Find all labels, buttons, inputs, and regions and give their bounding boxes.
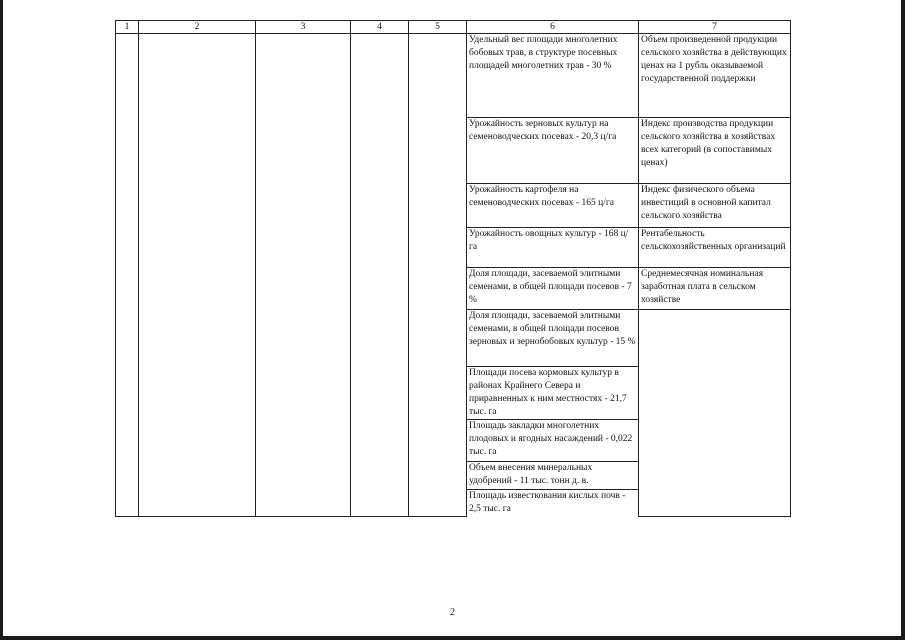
column-number-5: 5 — [409, 21, 467, 34]
column-number-1: 1 — [116, 21, 139, 34]
merged-cell-col-2 — [139, 34, 256, 517]
scan-border-bottom — [0, 636, 905, 640]
performance-indicator-cell: Индекс производства продукции сельского хозяйства в хозяйствах всех категорий (в сопоставимых ценах) — [639, 118, 791, 184]
merged-cell-col-4 — [351, 34, 409, 517]
performance-indicator-cell: Среднемесячная номинальная заработная плата в сельском хозяйстве — [639, 268, 791, 310]
merged-cell-col-5 — [409, 34, 467, 517]
column-number-3: 3 — [256, 21, 351, 34]
target-indicator-cell: Площадь известкования кислых почв - 2,5 тыс. га — [467, 490, 639, 517]
target-indicator-cell: Площади посева кормовых культур в районах Крайнего Севера и приравненных к ним местностях - 21,7 тыс. га — [467, 367, 639, 420]
column-number-row — [116, 21, 791, 34]
indicators-table — [115, 20, 791, 517]
target-indicator-cell: Урожайность овощных культур - 168 ц/га — [467, 228, 639, 268]
merged-cell-col-1 — [116, 34, 139, 517]
performance-indicator-cell-empty — [639, 310, 791, 517]
column-number-6: 6 — [467, 21, 639, 34]
column-number-7: 7 — [639, 21, 791, 34]
target-indicator-cell: Урожайность зерновых культур на семеноводческих посевах - 20,3 ц/га — [467, 118, 639, 184]
target-indicator-cell: Площадь закладки многолетних плодовых и ягодных насаждений - 0,022 тыс. га — [467, 420, 639, 462]
table-row — [116, 34, 791, 118]
target-indicator-cell: Объем внесения минеральных удобрений - 11 тыс. тонн д. в. — [467, 462, 639, 490]
scan-border-right — [901, 0, 905, 640]
column-number-4: 4 — [351, 21, 409, 34]
merged-cell-col-3 — [256, 34, 351, 517]
target-indicator-cell: Урожайность картофеля на семеноводческих посевах - 165 ц/га — [467, 184, 639, 228]
performance-indicator-cell: Индекс физического объема инвестиций в основной капитал сельского хозяйства — [639, 184, 791, 228]
page-number: 2 — [450, 607, 455, 618]
scan-border-left — [0, 0, 3, 640]
performance-indicator-cell: Рентабельность сельскохозяйственных организаций — [639, 228, 791, 268]
target-indicator-cell: Доля площади, засеваемой элитными семенами, в общей площади посевов зерновых и зернобобовых культур - 15 % — [467, 310, 639, 367]
performance-indicator-cell: Объем произведенной продукции сельского хозяйства в действующих ценах на 1 рубль оказываемой государственной поддержки — [639, 34, 791, 118]
column-number-2: 2 — [139, 21, 256, 34]
target-indicator-cell: Удельный вес площади многолетних бобовых трав, в структуре посевных площадей многолетних трав - 30 % — [467, 34, 639, 118]
target-indicator-cell: Доля площади, засеваемой элитными семенами, в общей площади посевов - 7 % — [467, 268, 639, 310]
